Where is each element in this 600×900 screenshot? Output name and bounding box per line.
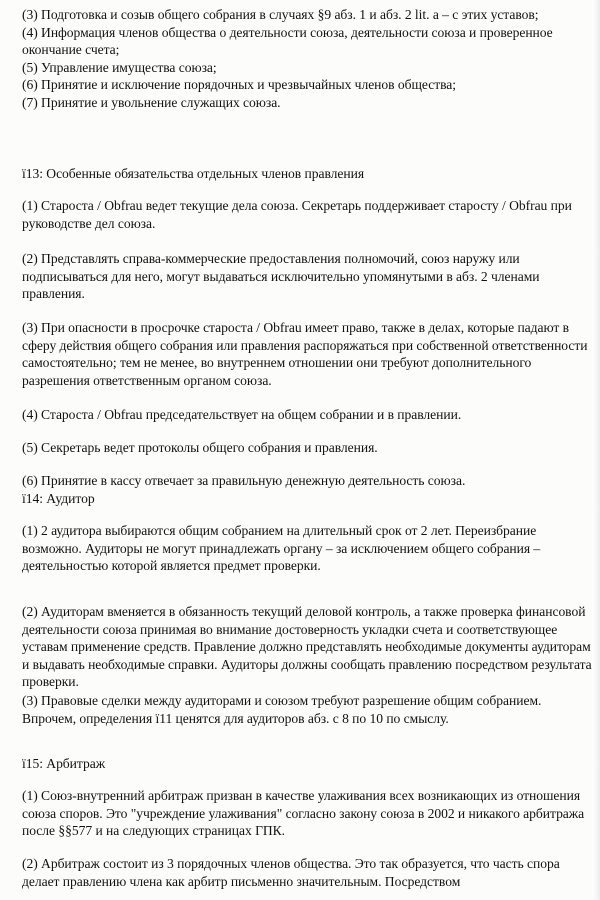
section-14-paragraph-1: (1) 2 аудитора выбираются общим собранием на длительный срок от 2 лет. Переизбрание возможно. Аудиторы не могут принадлежать органу – за исключением общего собрания – деятельностью которой является предмет проверки.: [22, 523, 541, 573]
section-15-paragraph-2: (2) Арбитраж состоит из 3 порядочных членов общества. Это так образуется, что часть спора делает правлению члена как арбитр письменно значительным. Посредством: [22, 856, 560, 889]
list-item: (3) Подготовка и созыв общего собрания в случаях §9 абз. 1 и абз. 2 lit. a – с этих уставов;: [22, 7, 539, 22]
section-13-paragraph-2: (2) Представлять справа-коммерческие предоставления полномочий, союз наружу или подписываться для него, могут выдаваться исключительно упомянутыми в абз. 2 членами правления.: [22, 251, 540, 301]
list-item: (6) Принятие и исключение порядочных и чрезвычайных членов общества;: [22, 77, 456, 92]
section-13-paragraph-4: (4) Староста / Obfrau председательствует на общем собрании и в правлении.: [22, 407, 462, 422]
duties-list: [22, 6, 596, 111]
section-13-heading: ї13: Особенные обязательства отдельных членов правления: [22, 166, 365, 181]
section-13-paragraph-3: (3) При опасности в просрочке староста / Obfrau имеет право, также в делах, которые падают в сферу действия общего собрания или правления распоряжаться при собственной ответственности самостоятельно; тем не менее, во внутреннем отношении они требуют дополнительного разрешения ответственным органом союза.: [22, 320, 588, 388]
section-15-heading: ї15: Арбитраж: [22, 756, 106, 771]
list-item: (7) Принятие и увольнение служащих союза.: [22, 94, 281, 110]
section-15-paragraph-1: (1) Союз-внутренний арбитраж призван в качестве улаживания всех возникающих из отношения союза споров. Это "учреждение улаживания" согласно закону союза в 2002 и никакого арбитража после §§577 и на следующих страницах ГПК.: [22, 788, 585, 838]
list-item: (4) Информация членов общества о деятельности союза, деятельности союза и проверенное окончание счета;: [22, 24, 553, 57]
scan-edge-shadow: [594, 0, 600, 900]
list-item: (5) Управление имущества союза;: [22, 59, 217, 75]
section-14-paragraph-2: (2) Аудиторам вменяется в обязанность текущий деловой контроль, а также проверка финансовой деятельности союза принимая во внимание достоверность укладки счета и соответствующее уставам применение средств. Правление должно представлять необходимые документы аудиторам и выдавать необходимые справки. Аудиторы должны сообщать правлению посредством результата проверки.: [22, 604, 592, 689]
section-13-paragraph-6: (6) Принятие в кассу отвечает за правильную денежную деятельность союза.: [22, 473, 466, 488]
section-13-paragraph-1: (1) Староста / Obfrau ведет текущие дела союза. Секретарь поддерживает старосту / Obfrau при руководстве дел союза.: [22, 198, 572, 231]
section-14-paragraph-3: (3) Правовые сделки между аудиторами и союзом требуют разрешение общим собранием. Впрочем, определения ї11 ценятся для аудиторов абз. с 8 по 10 по смыслу.: [22, 693, 542, 726]
section-13-paragraph-5: (5) Секретарь ведет протоколы общего собрания и правления.: [22, 440, 378, 455]
section-14-heading: ї14: Аудитор: [22, 491, 95, 506]
